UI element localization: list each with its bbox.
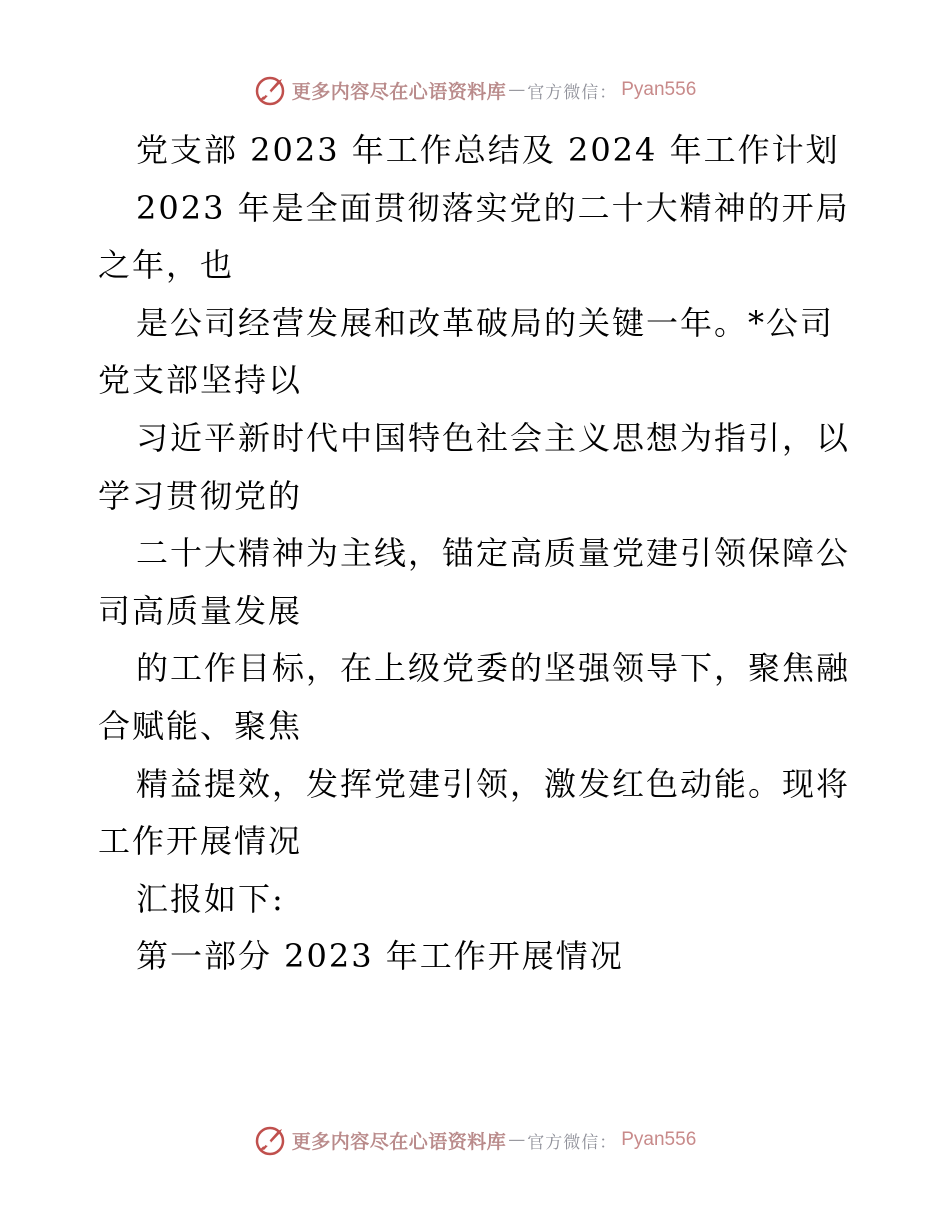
document-body bbox=[98, 122, 858, 986]
footer-wechat-id: Pyan556 bbox=[621, 1129, 697, 1150]
paragraph-line: 二十大精神为主线，锚定高质量党建引领保障公 bbox=[136, 534, 851, 573]
paragraph-line: 工作开展情况 bbox=[98, 822, 303, 861]
header-wechat-id: Pyan556 bbox=[621, 79, 697, 100]
paragraph-line: 的工作目标，在上级党委的坚强领导下，聚焦融 bbox=[136, 649, 851, 688]
document-title: 党支部 2023 年工作总结及 2024 年工作计划 bbox=[136, 131, 840, 169]
quill-pen-logo-icon bbox=[254, 73, 288, 107]
footer-banner-text: 更多内容尽在心语资料库 bbox=[291, 1130, 507, 1153]
paragraph-line: 精益提效，发挥党建引领，激发红色动能。现将 bbox=[136, 764, 851, 803]
paragraph-line: 司高质量发展 bbox=[98, 591, 303, 630]
header-banner bbox=[0, 70, 950, 110]
footer-banner bbox=[0, 1120, 950, 1160]
paragraph-line: 汇报如下: bbox=[136, 879, 285, 918]
paragraph-line: 之年，也 bbox=[98, 246, 235, 285]
paragraph-line: 学习贯彻党的 bbox=[98, 476, 303, 515]
footer-banner-separator: — bbox=[508, 1130, 526, 1150]
header-banner-text: 更多内容尽在心语资料库 bbox=[291, 80, 507, 103]
quill-pen-logo-icon bbox=[254, 1123, 288, 1157]
paragraph-line: 合赋能、聚焦 bbox=[98, 706, 303, 745]
header-wechat-label: 官方微信： bbox=[527, 82, 618, 103]
footer-wechat-label: 官方微信： bbox=[527, 1132, 618, 1153]
header-banner-separator: — bbox=[508, 80, 526, 100]
paragraph-line: 2023 年是全面贯彻落实党的二十大精神的开局 bbox=[136, 188, 850, 227]
paragraph-line: 党支部坚持以 bbox=[98, 361, 303, 400]
section-heading: 第一部分 2023 年工作开展情况 bbox=[136, 937, 624, 976]
paragraph-line: 是公司经营发展和改革破局的关键一年。*公司 bbox=[136, 303, 835, 342]
paragraph-line: 习近平新时代中国特色社会主义思想为指引，以 bbox=[136, 418, 851, 457]
